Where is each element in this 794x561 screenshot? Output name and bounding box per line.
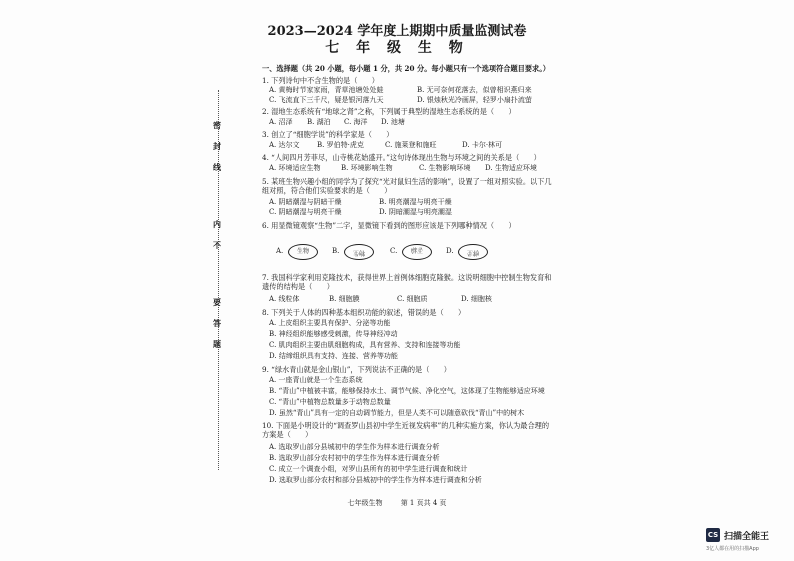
binding-char: 不 bbox=[213, 240, 221, 250]
binding-margin-text bbox=[210, 120, 224, 428]
q7-option-a: A. 线粒体 bbox=[269, 295, 300, 303]
q5-option-b: B. 明亮潮湿与明亮干燥 bbox=[379, 198, 452, 206]
q3-option-b: B. 罗伯特·虎克 bbox=[317, 141, 364, 149]
question-3: 3. 创立了“细胞学说”的科学家是（ ） bbox=[262, 130, 394, 139]
q6-circle-d: 生物 bbox=[458, 244, 488, 260]
q6-option-a: A. bbox=[276, 247, 284, 255]
q4-option-d: D. 生物适应环境 bbox=[485, 164, 537, 172]
question-8: 8. 下列关于人体的四种基本组织功能的叙述，错误的是（ ） bbox=[262, 308, 466, 317]
q8-option-d: D. 结缔组织具有支持、连接、营养等功能 bbox=[269, 352, 398, 360]
binding-char: 答 bbox=[213, 318, 221, 328]
q9-option-c-row bbox=[269, 398, 559, 407]
q9-option-a-row bbox=[269, 376, 559, 385]
q1-option-a: A. 黄梅时节家家雨，青草池塘处处蛙 bbox=[269, 86, 384, 94]
q8-option-c-row bbox=[269, 341, 559, 350]
q3-option-d: D. 卡尔·林可 bbox=[462, 141, 503, 149]
section-heading: 一、选择题（共 20 小题，每小题 1 分，共 20 分。每小题只有一个选项符合题目要求。） bbox=[262, 64, 550, 73]
question-1: 1. 下列诗句中不含生物的是（ ） bbox=[262, 76, 379, 85]
q8-option-b: B. 神经组织能够感受刺激，传导神经冲动 bbox=[269, 330, 398, 338]
q3-options bbox=[269, 141, 559, 150]
q10-option-b: B. 选取罗山部分农村初中的学生作为样本进行调查分析 bbox=[269, 454, 440, 462]
q9-option-b-row bbox=[269, 387, 559, 396]
binding-char: 要 bbox=[213, 297, 221, 307]
q2-options bbox=[269, 118, 469, 127]
q8-option-c: C. 肌肉组织主要由肌细胞构成，具有营养、支持和连接等功能 bbox=[269, 341, 461, 349]
q4-options bbox=[269, 164, 559, 173]
binding-char: 题 bbox=[213, 339, 221, 349]
q9-option-c: C. “青山”中植物总数量多于动物总数量 bbox=[269, 398, 391, 406]
question-10: 10. 下面是小明设计的“调查罗山县初中学生近视发病率”的几种实施方案，你认为最合理的方案是（ ） bbox=[262, 421, 550, 439]
page-footer bbox=[0, 498, 794, 508]
binding-char: 封 bbox=[213, 141, 221, 151]
q8-option-a: A. 上皮组织主要具有保护、分泌等功能 bbox=[269, 319, 391, 327]
q5-options-row2 bbox=[269, 208, 559, 217]
q9-option-b: B. “青山”中植被丰富，能够保持水土、调节气候、净化空气，这体现了生物能够适应环境 bbox=[269, 387, 545, 395]
camscanner-logo-icon: CS bbox=[706, 528, 720, 542]
q4-option-b: B. 环境影响生物 bbox=[341, 164, 393, 172]
q7-option-d: D. 细胞核 bbox=[461, 295, 492, 303]
q10-option-c: C. 成立一个调查小组，对罗山县所有的初中学生进行调查和统计 bbox=[269, 465, 468, 473]
q5-option-d: D. 阴暗潮湿与明亮潮湿 bbox=[379, 208, 452, 216]
q5-option-c: C. 阴暗潮湿与明亮干燥 bbox=[269, 208, 342, 216]
q9-option-d-row bbox=[269, 409, 559, 418]
q6-figure-options bbox=[276, 244, 479, 266]
q1-options-row2 bbox=[269, 96, 559, 105]
q4-option-c: C. 生物影响环境 bbox=[419, 164, 471, 172]
q5-option-a: A. 阴暗潮湿与阴暗干燥 bbox=[269, 198, 342, 206]
q3-option-c: C. 施莱登和施旺 bbox=[385, 141, 437, 149]
footer-subject: 七年级生物 bbox=[347, 499, 383, 507]
q6-option-c: C. bbox=[390, 247, 398, 255]
q10-option-d: D. 选取罗山部分农村和部分县城初中的学生作为样本进行调查和分析 bbox=[269, 476, 482, 484]
q3-option-a: A. 达尔文 bbox=[269, 141, 300, 149]
binding-char: 密 bbox=[213, 120, 221, 130]
question-5: 5. 某班生物兴趣小组的同学为了探究“光对鼠妇生活的影响”，设置了一组对照实验。以下几组对照，符合他们实验要求的是（ ） bbox=[262, 177, 552, 195]
q8-option-d-row bbox=[269, 352, 559, 361]
binding-char: 线 bbox=[213, 162, 221, 172]
q10-option-a-row bbox=[269, 443, 559, 452]
q2-option-d: D. 池塘 bbox=[381, 118, 405, 126]
q1-option-d: D. 银烛秋光冷画屏，轻罗小扇扑流萤 bbox=[417, 96, 532, 104]
q8-option-a-row bbox=[269, 319, 559, 328]
question-7: 7. 我国科学家利用克隆技术，获得世界上首例体细胞克隆猴。这说明细胞中控制生物发育和遗传的结构是（ ） bbox=[262, 273, 552, 291]
scanner-tagline: 3亿人都在用的扫描App bbox=[706, 546, 759, 552]
exam-title: 2023—2024 学年度上期期中质量监测试卷 bbox=[267, 24, 527, 39]
q5-options-row1 bbox=[269, 198, 559, 207]
q6-option-b: B. bbox=[332, 247, 340, 255]
q7-option-b: B. 细胞膜 bbox=[329, 295, 360, 303]
q2-option-a: A. 沼泽 bbox=[269, 118, 293, 126]
scanner-app-name: 扫描全能王 bbox=[724, 532, 770, 542]
exam-subtitle: 七 年 级 生 物 bbox=[325, 40, 469, 56]
q6-circle-a: 生物 bbox=[288, 244, 318, 260]
q10-option-a: A. 选取罗山部分县城初中的学生作为样本进行调查分析 bbox=[269, 443, 440, 451]
q10-option-d-row bbox=[269, 476, 559, 485]
question-9: 9. “绿水青山就是金山银山”，下列说法不正确的是（ ） bbox=[262, 365, 451, 374]
q9-option-a: A. 一座青山就是一个生态系统 bbox=[269, 376, 363, 384]
q2-option-b: B. 湖泊 bbox=[307, 118, 331, 126]
q1-option-b: B. 无可奈何花落去，似曾相识燕归来 bbox=[417, 86, 532, 94]
q8-option-b-row bbox=[269, 330, 559, 339]
q6-circle-b: 物生 bbox=[344, 244, 374, 260]
scanner-watermark bbox=[706, 528, 794, 558]
q10-option-b-row bbox=[269, 454, 559, 463]
q1-option-c: C. 飞流直下三千尺，疑是银河落九天 bbox=[269, 96, 384, 104]
q7-option-c: C. 细胞质 bbox=[397, 295, 428, 303]
q7-options bbox=[269, 295, 559, 304]
q10-option-c-row bbox=[269, 465, 559, 474]
binding-char: 内 bbox=[213, 219, 221, 229]
q9-option-d: D. 虽然“青山”具有一定的自动调节能力，但是人类不可以随意砍伐“青山”中的树木 bbox=[269, 409, 525, 417]
q6-circle-c: 生物 bbox=[402, 244, 432, 260]
q4-option-a: A. 环境适应生物 bbox=[269, 164, 321, 172]
question-4: 4. “人间四月芳菲尽，山寺桃花始盛开。”这句诗体现出生物与环境之间的关系是（ ） bbox=[262, 153, 541, 162]
q6-option-d: D. bbox=[446, 247, 454, 255]
footer-page-number: 第 1 页共 4 页 bbox=[400, 499, 447, 507]
question-6: 6. 用显微镜观察“生物”二字，显微镜下看到的图形应该是下列哪种情况（ ） bbox=[262, 221, 516, 230]
question-2: 2. 湿地生态系统有“地球之肾”之称，下列属于典型的湿地生态系统的是（ ） bbox=[262, 107, 516, 116]
q2-option-c: C. 海洋 bbox=[344, 118, 368, 126]
q1-options-row1 bbox=[269, 86, 559, 95]
